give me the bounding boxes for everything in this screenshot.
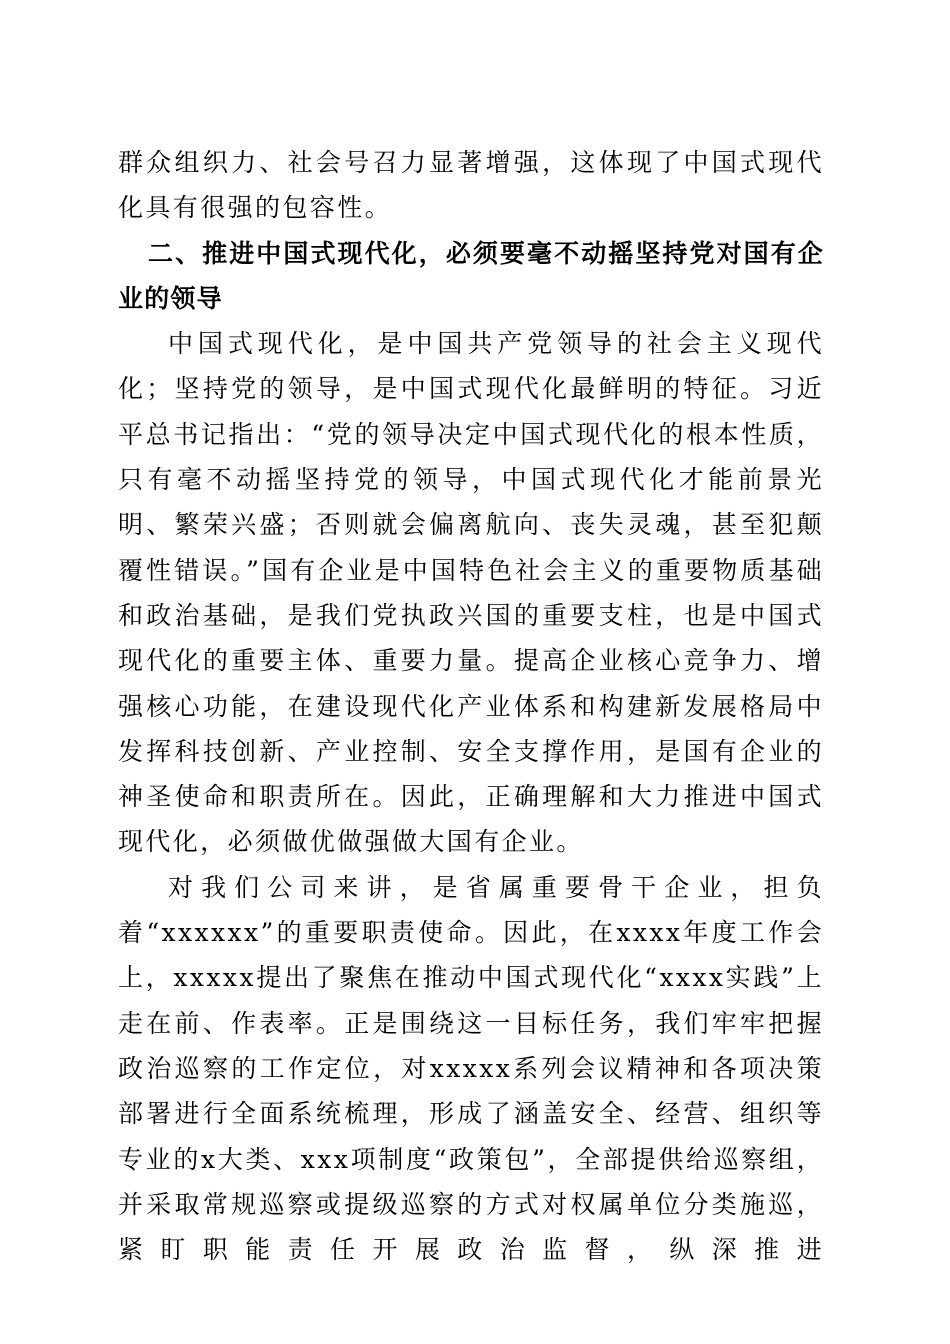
paragraph-continued: 群众组织力、社会号召力显著增强，这体现了中国式现代化具有很强的包容性。 [118,148,824,223]
paragraph-party-leadership: 中国式现代化，是中国共产党领导的社会主义现代化；坚持党的领导，是中国式现代化最鲜明的特征。习近平总书记指出：“党的领导决定中国式现代化的根本性质，只有毫不动摇坚持党的领导，中国式现代化才能前景光明、繁荣兴盛；否则就会偏离航向、丧失灵魂，甚至犯颠覆性错误。”国有企业是中国特色社会主义的重要物质基础和政治基础，是我们党执政兴国的重要支柱，也是中国式现代化的重要主体、重要力量。提高企业核心竞争力、增强核心功能，在建设现代化产业体系和构建新发展格局中发挥科技创新、产业控制、安全支撑作用，是国有企业的神圣使命和职责所在。因此，正确理解和大力推进中国式现代化，必须做优做强做大国有企业。 [118,329,824,857]
paragraph-company-practice: 对我们公司来讲，是省属重要骨干企业，担负着“xxxxxx”的重要职责使命。因此，在xxxx年度工作会上，xxxxx提出了聚焦在推动中国式现代化“xxxx实践”上走在前、作表率。正是围绕这一目标任务，我们牢牢把握政治巡察的工作定位，对xxxxx系列会议精神和各项决策部署进行全面系统梳理，形成了涵盖安全、经营、组织等专业的x大类、xxx项制度“政策包”，全部提供给巡察组，并采取常规巡察或提级巡察的方式对权属单位分类施巡，紧盯职能责任开展政治监督，纵深推进 [118,872,824,1265]
document-body [118,140,824,1272]
section-heading: 二、推进中国式现代化，必须要毫不动摇坚持党对国有企业的领导 [118,238,824,313]
